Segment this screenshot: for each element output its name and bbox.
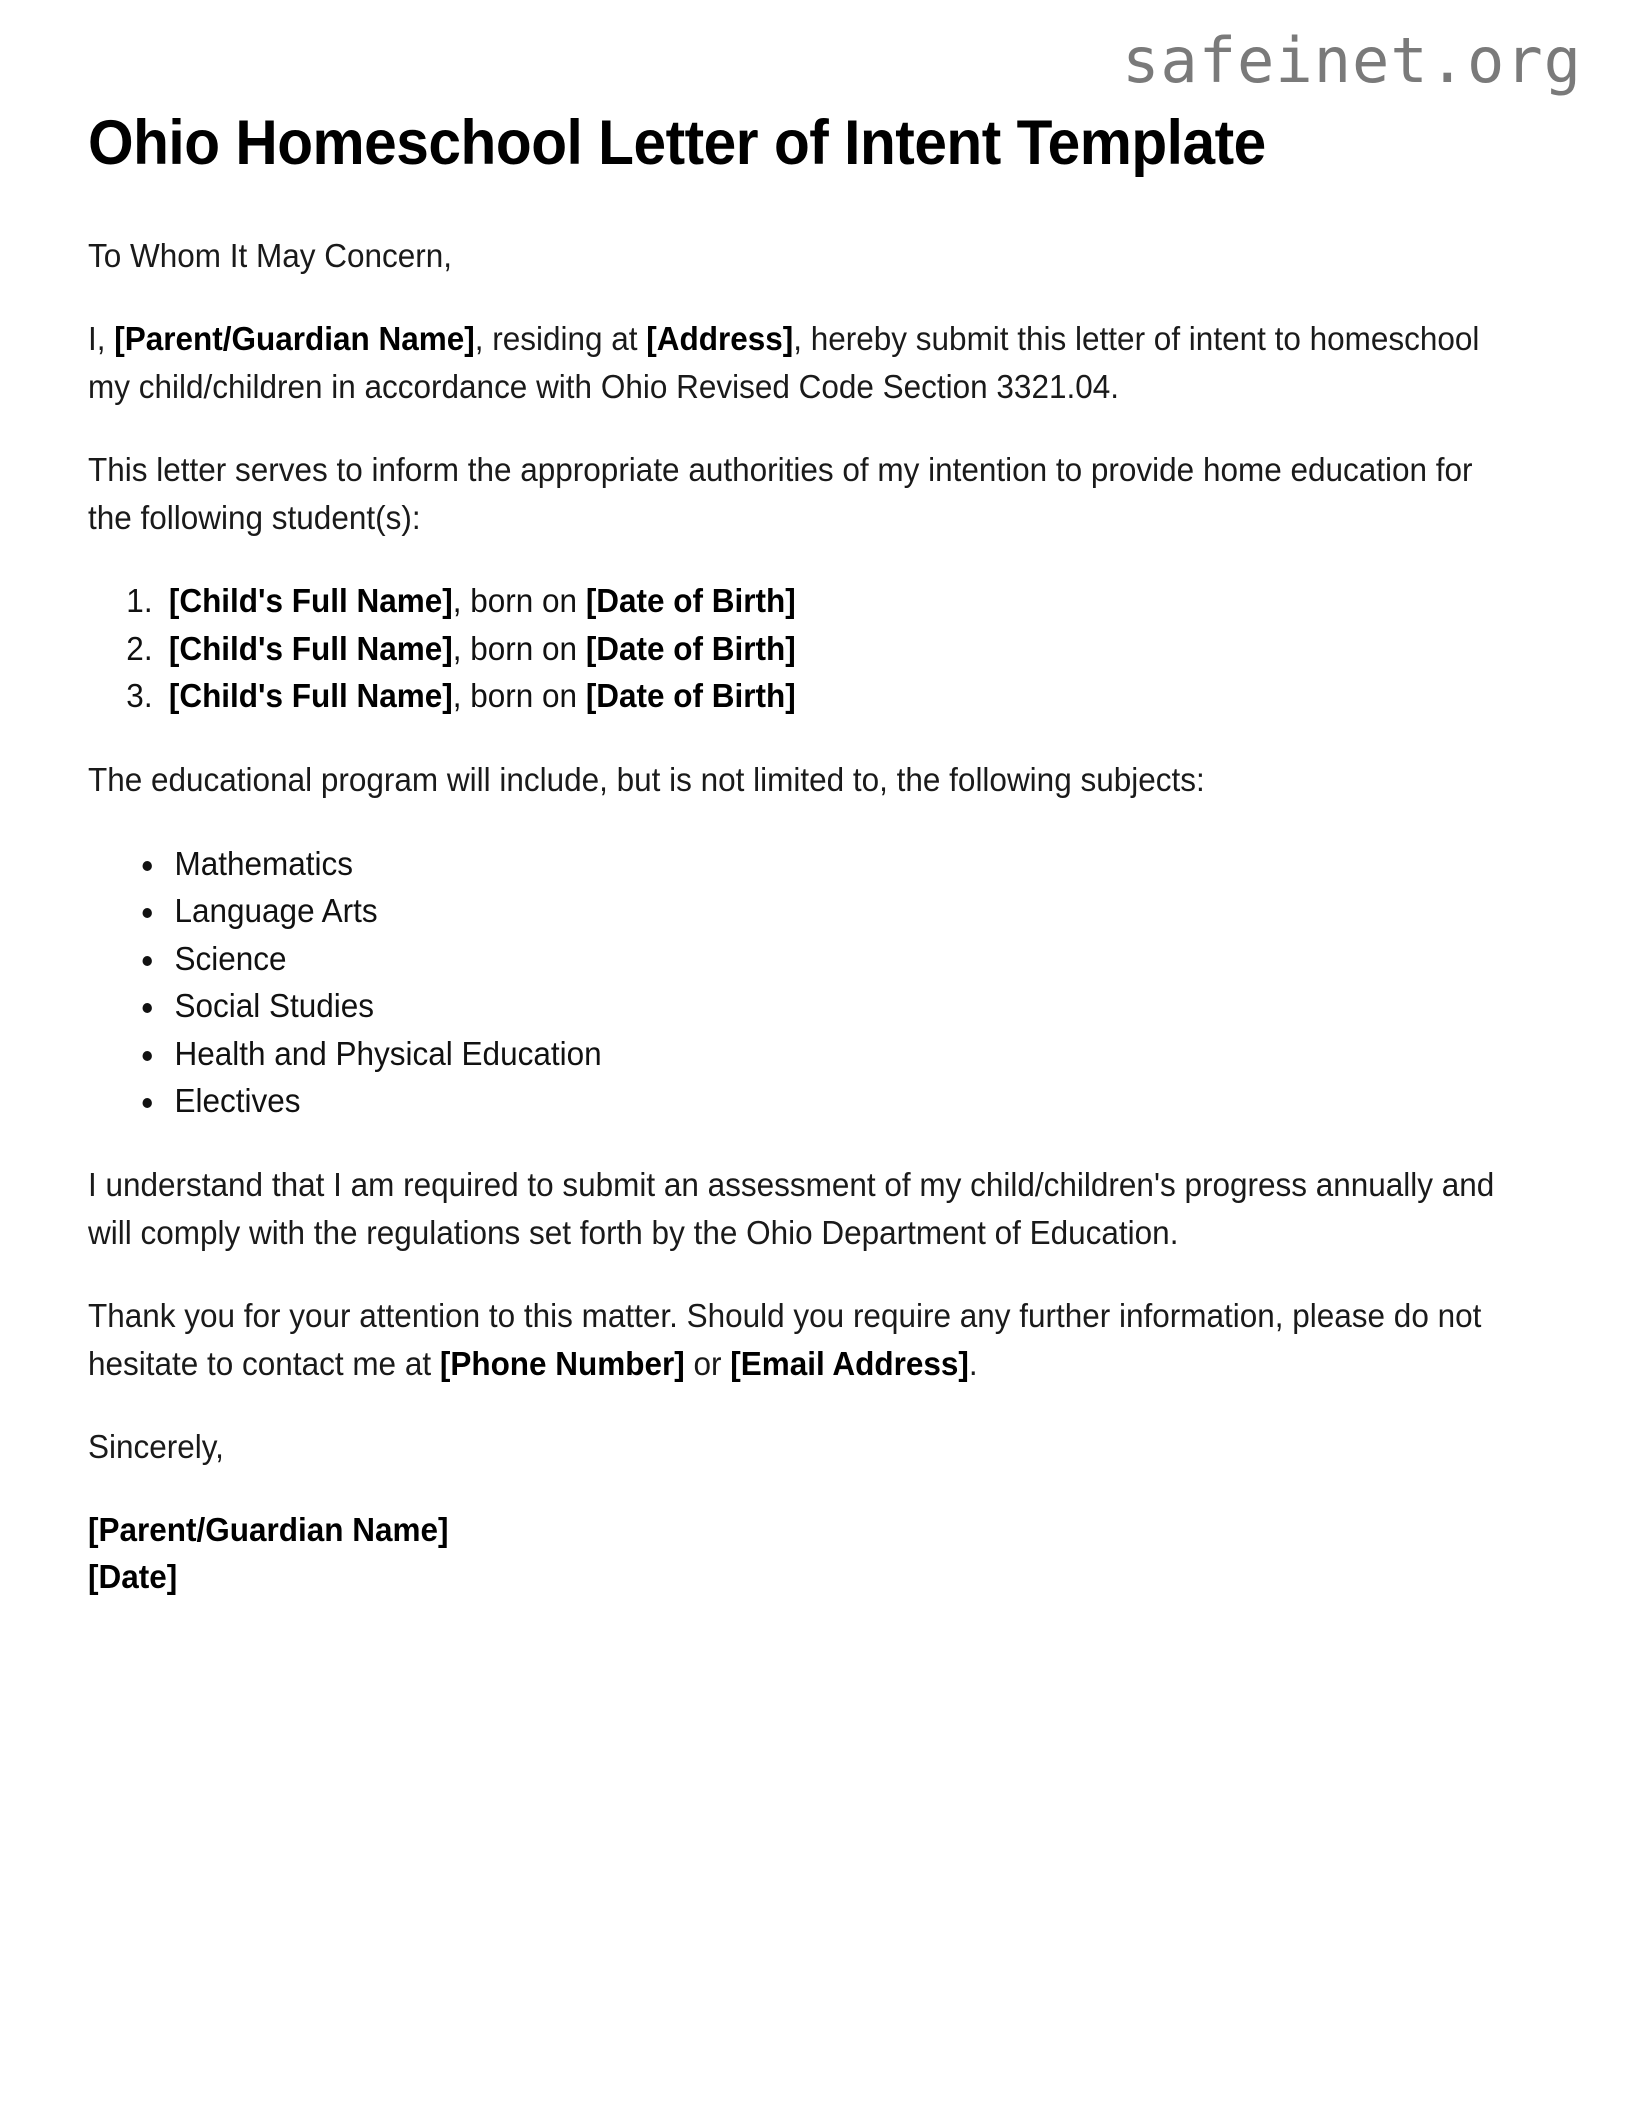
sincerely-paragraph: Sincerely, (88, 1429, 224, 1467)
students-intro-paragraph: This letter serves to inform the appropriate authorities of my intention to provide home education for the following student(s): (88, 452, 1473, 537)
list-item: • Science (167, 936, 1599, 984)
intro-text-3: , hereby submit this letter of intent to homeschool my child/children in accordance with Ohio Revised Code Section 3321.04. (88, 321, 1480, 406)
child-name-placeholder: [Child's Full Name] (168, 678, 453, 716)
signature-date-placeholder: [Date] (88, 1558, 178, 1596)
signature-name-placeholder: [Parent/Guardian Name] (88, 1511, 449, 1549)
child-name-placeholder: [Child's Full Name] (168, 630, 453, 668)
students-list (88, 578, 1594, 721)
salutation-paragraph: To Whom It May Concern, (88, 237, 453, 275)
subjects-intro-paragraph: The educational program will include, but is not limited to, the following subjects: (88, 762, 1205, 800)
page-title: Ohio Homeschool Letter of Intent Template (88, 108, 1266, 178)
list-item: • Language Arts (167, 888, 1599, 936)
intro-text-2: , residing at (474, 321, 647, 359)
letter-body (88, 108, 1520, 1602)
child-dob-placeholder: [Date of Birth] (585, 630, 796, 668)
intro-text-1: I, (88, 321, 115, 359)
closing-text-1: Thank you for your attention to this matter. Should you require any further information, please do not hesitate to contact me at (88, 1298, 1482, 1383)
list-item (161, 626, 1593, 674)
address-placeholder: [Address] (646, 321, 794, 359)
assessment-paragraph: I understand that I am required to submit an assessment of my child/children's progress annually and will comply with the regulations set forth by the Ohio Department of Education. (88, 1166, 1495, 1252)
child-born-text: , born on (452, 630, 586, 668)
site-watermark: safeinet.org (1122, 24, 1582, 97)
email-address-placeholder: [Email Address] (730, 1345, 969, 1383)
signature-block (88, 1508, 1520, 1602)
child-name-placeholder: [Child's Full Name] (168, 583, 453, 621)
child-dob-placeholder: [Date of Birth] (585, 583, 796, 621)
list-item: • Electives (167, 1078, 1599, 1126)
subjects-list (88, 841, 1599, 1126)
phone-number-placeholder: [Phone Number] (439, 1345, 685, 1383)
child-born-text: , born on (452, 678, 586, 716)
intro-paragraph (88, 316, 1520, 411)
parent-guardian-name-placeholder: [Parent/Guardian Name] (114, 321, 475, 359)
list-item: • Health and Physical Education (167, 1031, 1599, 1079)
closing-text-3: . (968, 1345, 978, 1383)
list-item (161, 578, 1593, 626)
child-dob-placeholder: [Date of Birth] (585, 678, 796, 716)
closing-text-2: or (684, 1345, 731, 1383)
list-item (161, 673, 1593, 721)
list-item: • Social Studies (167, 983, 1599, 1031)
list-item: • Mathematics (167, 841, 1599, 889)
child-born-text: , born on (452, 583, 586, 621)
closing-paragraph (88, 1293, 1520, 1388)
